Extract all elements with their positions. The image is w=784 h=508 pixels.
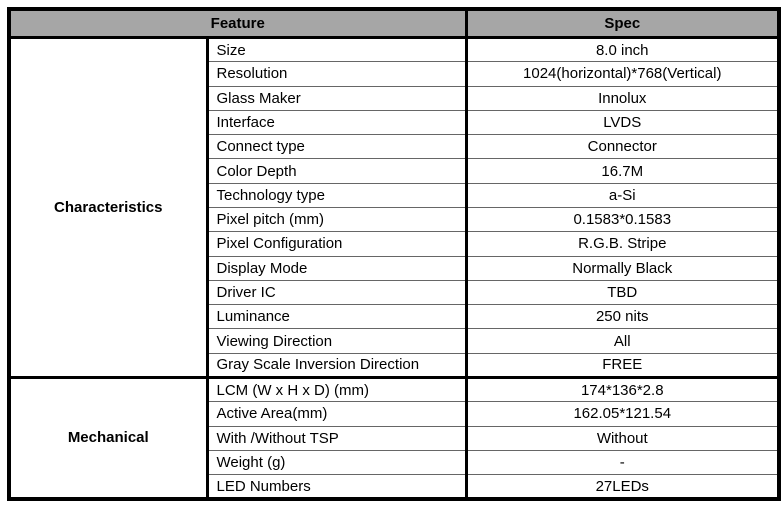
spec-cell: FREE bbox=[466, 353, 779, 377]
feature-cell: Connect type bbox=[207, 135, 466, 159]
table-header-row bbox=[9, 9, 779, 38]
feature-cell: Resolution bbox=[207, 62, 466, 86]
spec-cell: All bbox=[466, 329, 779, 353]
spec-cell: Normally Black bbox=[466, 256, 779, 280]
spec-cell: 250 nits bbox=[466, 305, 779, 329]
feature-cell: Pixel pitch (mm) bbox=[207, 207, 466, 231]
feature-cell: With /Without TSP bbox=[207, 426, 466, 450]
spec-table bbox=[7, 7, 781, 501]
feature-cell: LED Numbers bbox=[207, 475, 466, 499]
spec-cell: - bbox=[466, 450, 779, 474]
spec-cell: 8.0 inch bbox=[466, 38, 779, 62]
spec-cell: 1024(horizontal)*768(Vertical) bbox=[466, 62, 779, 86]
spec-cell: 0.1583*0.1583 bbox=[466, 207, 779, 231]
feature-cell: Technology type bbox=[207, 183, 466, 207]
spec-cell: R.G.B. Stripe bbox=[466, 232, 779, 256]
spec-cell: LVDS bbox=[466, 110, 779, 134]
spec-cell: 174*136*2.8 bbox=[466, 377, 779, 401]
feature-cell: Weight (g) bbox=[207, 450, 466, 474]
spec-cell: 16.7M bbox=[466, 159, 779, 183]
spec-cell: Connector bbox=[466, 135, 779, 159]
feature-cell: LCM (W x H x D) (mm) bbox=[207, 377, 466, 401]
feature-cell: Driver IC bbox=[207, 280, 466, 304]
table-row bbox=[9, 377, 779, 401]
feature-cell: Gray Scale Inversion Direction bbox=[207, 353, 466, 377]
feature-cell: Active Area(mm) bbox=[207, 402, 466, 426]
header-spec: Spec bbox=[466, 9, 779, 38]
group-cell-mechanical: Mechanical bbox=[9, 377, 207, 499]
table-row bbox=[9, 38, 779, 62]
header-feature: Feature bbox=[9, 9, 466, 38]
feature-cell: Pixel Configuration bbox=[207, 232, 466, 256]
feature-cell: Interface bbox=[207, 110, 466, 134]
feature-cell: Display Mode bbox=[207, 256, 466, 280]
spec-cell: 162.05*121.54 bbox=[466, 402, 779, 426]
spec-cell: Innolux bbox=[466, 86, 779, 110]
feature-cell: Size bbox=[207, 38, 466, 62]
spec-cell: a-Si bbox=[466, 183, 779, 207]
spec-cell: TBD bbox=[466, 280, 779, 304]
feature-cell: Viewing Direction bbox=[207, 329, 466, 353]
feature-cell: Luminance bbox=[207, 305, 466, 329]
spec-cell: Without bbox=[466, 426, 779, 450]
feature-cell: Color Depth bbox=[207, 159, 466, 183]
group-cell-characteristics: Characteristics bbox=[9, 38, 207, 378]
spec-cell: 27LEDs bbox=[466, 475, 779, 499]
feature-cell: Glass Maker bbox=[207, 86, 466, 110]
